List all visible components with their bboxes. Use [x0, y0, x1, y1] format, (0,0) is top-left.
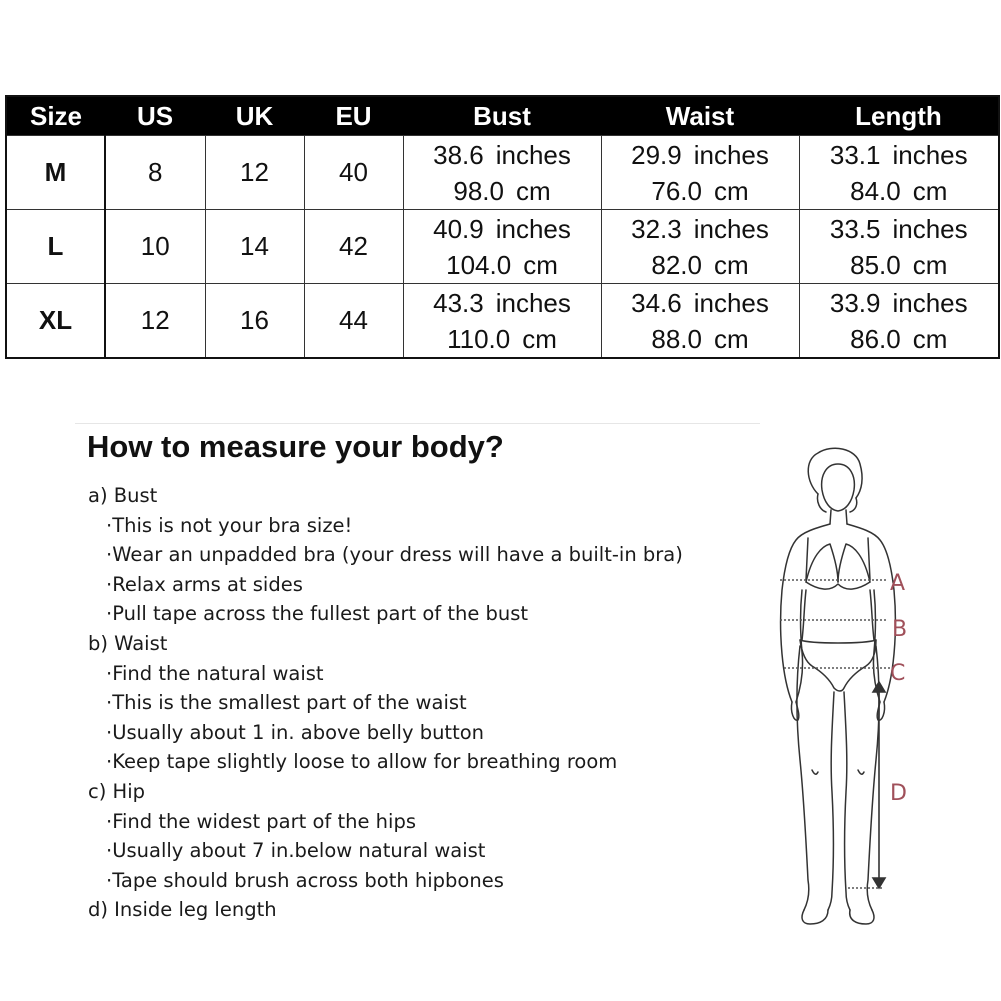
label-a: A [890, 571, 906, 596]
measurement-unit: cm [515, 175, 551, 206]
inside-leg-arrow [873, 682, 885, 888]
measurement-unit: cm [713, 175, 749, 206]
guide-tip: ·Pull tape across the fullest part of the bust [106, 602, 529, 626]
bust-inches-value [404, 211, 601, 247]
measurement-unit: cm [912, 249, 948, 280]
length-cm-value [800, 247, 999, 283]
length-inches-value [800, 137, 999, 173]
measurement-number: 43.3 [433, 287, 484, 318]
eu-cell: 42 [304, 210, 403, 284]
measurement-number: 32.3 [631, 213, 682, 244]
measurement-unit: inches [495, 213, 571, 244]
measurement-number: 38.6 [433, 139, 484, 170]
measurement-number: 84.0 [850, 175, 901, 206]
measurement-unit: cm [522, 323, 557, 354]
guide-section-heading: a) Bust [88, 484, 158, 507]
guide-tip: ·This is not your bra size! [106, 513, 353, 537]
divider [75, 423, 760, 424]
waist-cm-value [602, 321, 799, 357]
header-uk: UK [205, 96, 304, 136]
guide-tip: ·Usually about 7 in.below natural waist [106, 839, 486, 863]
uk-cell: 12 [205, 136, 304, 210]
measurement-number: 110.0 [447, 323, 511, 354]
measurement-number: 33.5 [829, 213, 881, 244]
guide-tip: ·Wear an unpadded bra (your dress will have a built-in bra) [106, 543, 683, 567]
length-cell [799, 136, 999, 210]
header-size: Size [6, 96, 105, 136]
measurement-unit: cm [912, 323, 948, 354]
length-cell [799, 210, 999, 284]
measurement-guide [88, 481, 728, 925]
bust-cm-value [404, 247, 601, 283]
us-cell: 10 [105, 210, 205, 284]
measurement-number: 104.0 [446, 249, 512, 280]
measurement-unit: cm [713, 249, 749, 280]
eu-cell: 44 [304, 284, 403, 359]
eu-cell: 40 [304, 136, 403, 210]
waist-cell [601, 210, 799, 284]
measurement-unit: inches [892, 287, 968, 318]
header-length: Length [799, 96, 999, 136]
guide-section-heading: c) Hip [88, 779, 145, 803]
guide-tip: ·Tape should brush across both hipbones [106, 868, 504, 892]
measurement-number: 76.0 [651, 175, 702, 206]
label-c: C [890, 661, 906, 686]
measurement-unit: cm [523, 249, 558, 280]
us-cell: 8 [105, 136, 205, 210]
header-bust: Bust [403, 96, 601, 136]
size-cell: L [6, 210, 105, 284]
waist-cm-value [602, 173, 799, 209]
bust-inches-value [404, 137, 601, 173]
waist-inches-value [602, 211, 799, 247]
measurement-unit: inches [495, 287, 571, 318]
header-waist: Waist [601, 96, 799, 136]
table-row [6, 136, 999, 210]
header-us: US [105, 96, 205, 136]
bust-cell [403, 284, 601, 359]
body-measurement-figure [760, 440, 1000, 940]
measurement-number: 98.0 [453, 175, 504, 206]
table-row [6, 210, 999, 284]
waist-inches-value [602, 285, 799, 321]
header-eu: EU [304, 96, 403, 136]
table-header-row [6, 96, 999, 136]
measurement-number: 82.0 [651, 249, 702, 280]
measurement-number: 88.0 [651, 323, 702, 354]
guide-section-heading: b) Waist [88, 631, 168, 655]
waist-cell [601, 136, 799, 210]
measurement-number: 86.0 [850, 323, 901, 354]
measurement-number: 85.0 [850, 249, 901, 280]
bust-inches-value [404, 285, 601, 321]
guide-tip: ·Usually about 1 in. above belly button [106, 720, 485, 744]
length-inches-value [800, 285, 999, 321]
size-cell: M [6, 136, 105, 210]
guide-tip: ·Find the natural waist [106, 661, 324, 685]
bust-cell [403, 136, 601, 210]
guide-tip: ·Relax arms at sides [106, 572, 303, 596]
us-cell: 12 [105, 284, 205, 359]
guide-tip: ·Find the widest part of the hips [106, 809, 416, 833]
waist-cm-value [602, 247, 799, 283]
measurement-number: 40.9 [433, 213, 484, 244]
bust-cm-value [404, 173, 601, 209]
length-cell [799, 284, 999, 359]
label-d: D [890, 781, 907, 806]
table-body [6, 136, 999, 359]
measurement-number: 33.9 [829, 287, 881, 318]
measurement-unit: inches [693, 139, 769, 170]
measurement-unit: inches [892, 139, 968, 170]
guide-section-heading: d) Inside leg length [88, 898, 277, 922]
measurement-unit: cm [912, 175, 948, 206]
length-inches-value [800, 211, 999, 247]
measurement-unit: inches [495, 139, 571, 170]
uk-cell: 16 [205, 284, 304, 359]
measurement-number: 29.9 [631, 139, 682, 170]
guide-title: How to measure your body? [87, 429, 504, 464]
measurement-number: 33.1 [829, 139, 881, 170]
measurement-unit: cm [713, 323, 749, 354]
measurement-unit: inches [693, 287, 769, 318]
bust-cell [403, 210, 601, 284]
size-chart-table [5, 95, 1000, 359]
bust-cm-value [404, 321, 601, 357]
size-cell: XL [6, 284, 105, 359]
length-cm-value [800, 173, 999, 209]
measurement-number: 34.6 [631, 287, 682, 318]
waist-cell [601, 284, 799, 359]
waist-inches-value [602, 137, 799, 173]
uk-cell: 14 [205, 210, 304, 284]
measurement-unit: inches [693, 213, 769, 244]
guide-tip: ·Keep tape slightly loose to allow for breathing room [106, 750, 618, 774]
label-b: B [892, 617, 908, 642]
measurement-unit: inches [892, 213, 968, 244]
guide-tip: ·This is the smallest part of the waist [106, 691, 467, 715]
table-row [6, 284, 999, 359]
length-cm-value [800, 321, 999, 357]
